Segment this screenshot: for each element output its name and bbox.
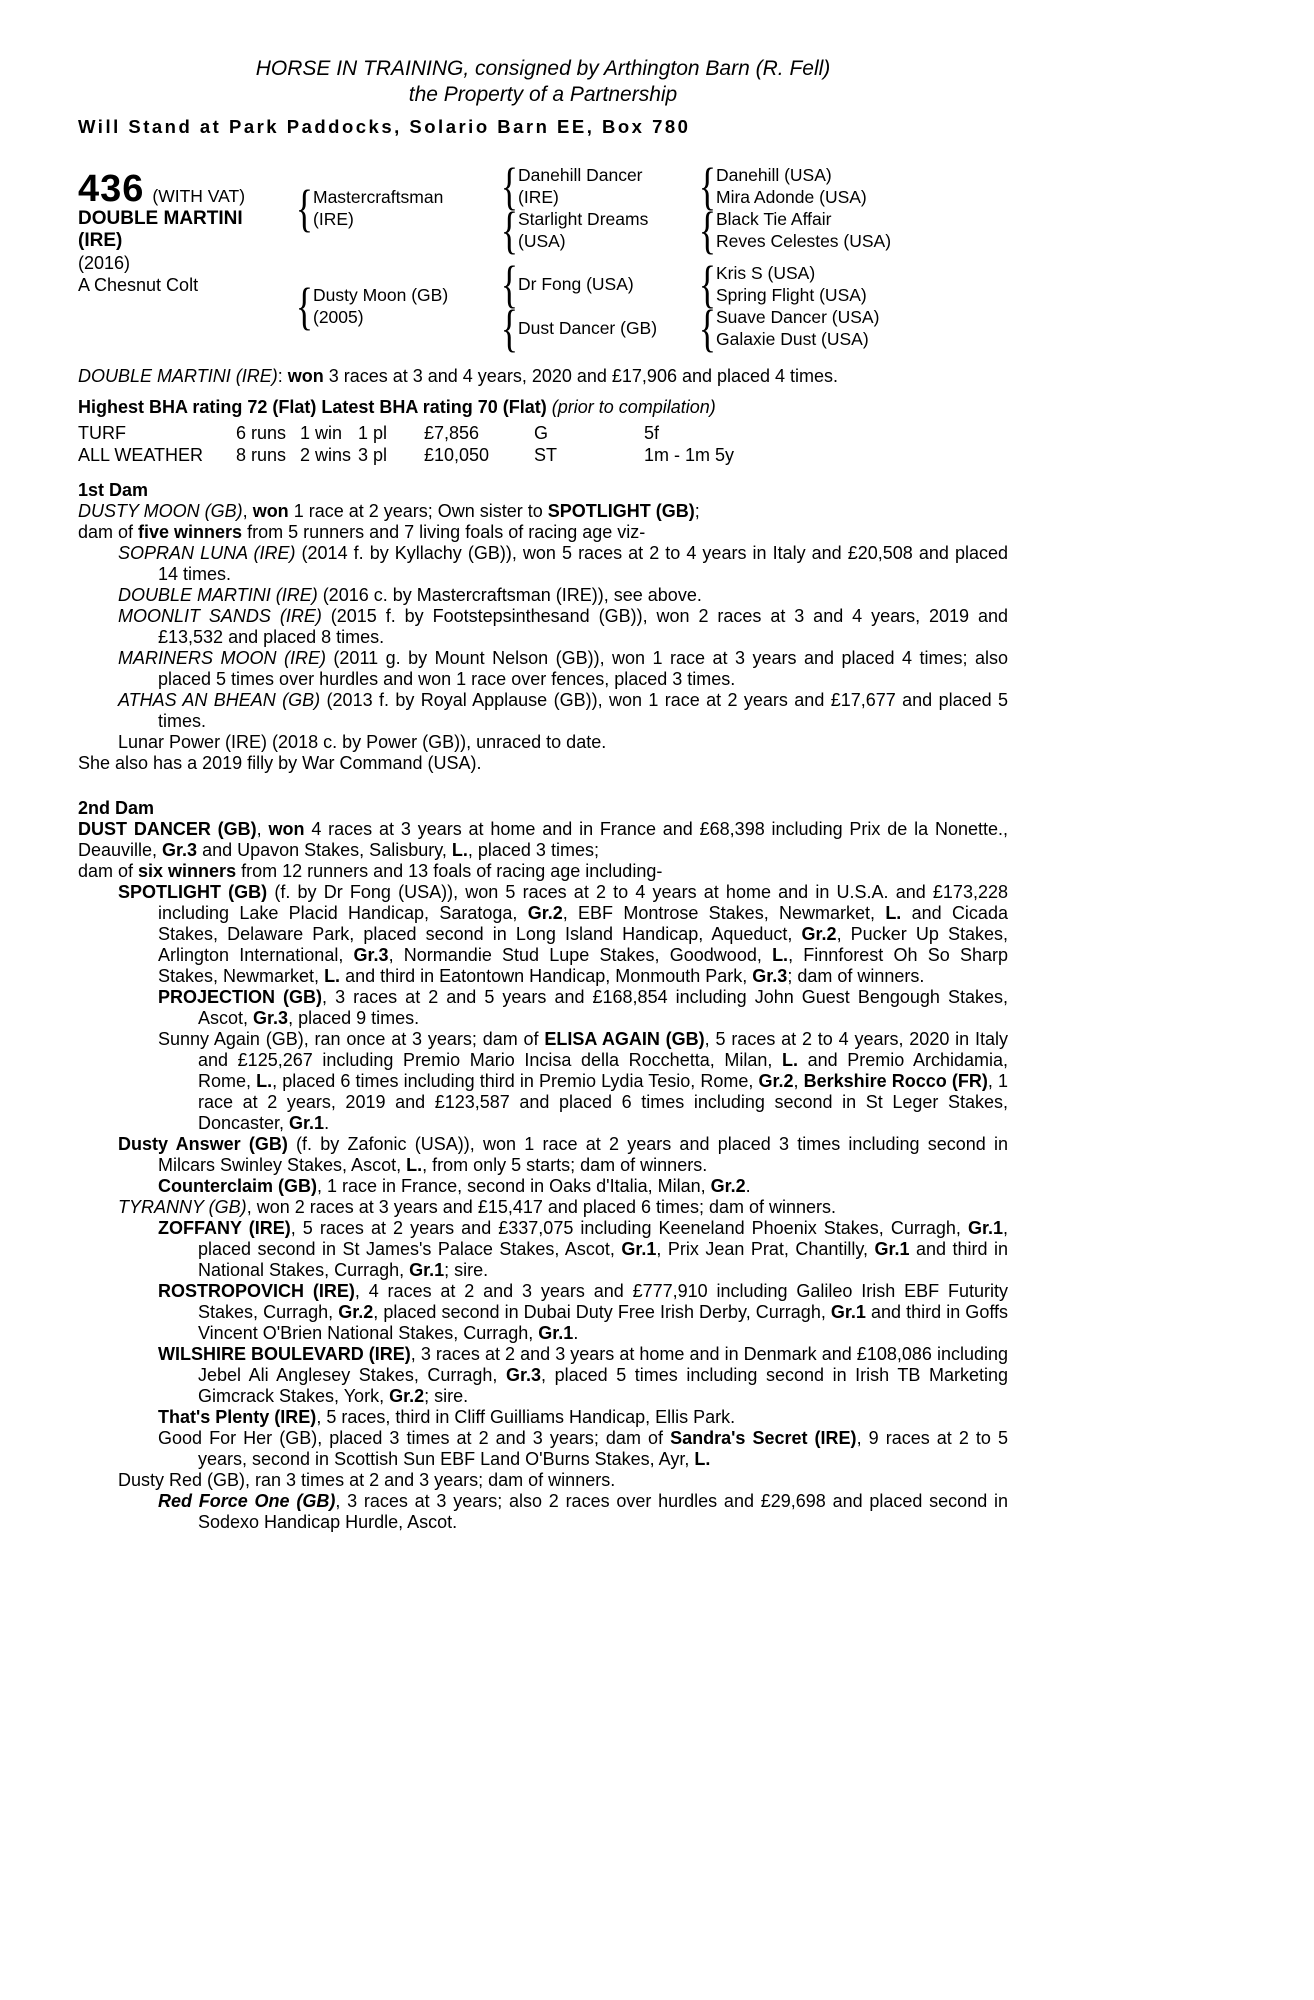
pedigree-brace-icon: { [500, 298, 519, 358]
grandparent-name-line: (IRE) [518, 187, 559, 207]
text-run: (f. by Dr Fong (USA)), won 5 races at 2 to 4 years at home and in U.S.A. and £173,228 including Lake Placid Handicap, Saratoga, [158, 882, 1008, 923]
text-run: , [242, 501, 253, 521]
text-run: , 5 races, third in Cliff Guilliams Handicap, Ellis Park. [316, 1407, 736, 1427]
first-dam-heading: 1st Dam [78, 480, 149, 500]
dam-dam-parents [716, 306, 879, 350]
stats-places: 1 pl [358, 423, 388, 443]
text-run: won [268, 819, 305, 839]
second-dam-section [78, 819, 1008, 1533]
sire-dam-name [518, 208, 696, 252]
stats-wins: 2 wins [300, 445, 352, 465]
text-run: six winners [138, 861, 237, 881]
catalogue-entry [78, 1344, 1008, 1407]
text-run: Gr.2 [338, 1302, 374, 1322]
catalogue-entry [78, 606, 1008, 648]
text-run: Dusty Red (GB), ran 3 times at 2 and 3 years; dam of winners. [118, 1470, 616, 1490]
dam-sire-quarter [498, 254, 1008, 314]
text-run: Berkshire Rocco (FR) [803, 1071, 988, 1091]
pedigree-brace-icon: { [698, 298, 717, 358]
text-run: , [256, 819, 269, 839]
sire-sire-name [518, 164, 696, 208]
catalogue-entry [78, 543, 1008, 585]
text-run: DUSTY MOON (GB) [78, 501, 243, 521]
text-run: Gr.3 [353, 945, 389, 965]
text-run: Sandra's Secret (IRE) [670, 1428, 857, 1448]
pedigree-brace-icon: { [295, 276, 314, 336]
text-run: Lunar Power (IRE) (2018 c. by Power (GB)), unraced to date. [118, 732, 607, 752]
sire-name-line2: (IRE) [313, 209, 354, 229]
grandparent-name-line: Dust Dancer (GB) [518, 318, 658, 338]
text-run: ; dam of winners. [787, 966, 925, 986]
text-run: 1 race at 2 years; Own sister to [288, 501, 548, 521]
text-run: Red Force One (GB) [158, 1491, 336, 1511]
stats-runs: 6 runs [236, 423, 287, 443]
text-run: , 1 race at 2 years, 2019 and £123,587 and placed 6 times including second in St Leger Stakes, Doncaster, [198, 1071, 1008, 1133]
text-run: ; sire. [424, 1386, 469, 1406]
text-run: L. [772, 945, 789, 965]
text-run: and third in Goffs Vincent O'Brien National Stakes, Curragh, [198, 1302, 1008, 1343]
dam-sire-name [518, 273, 696, 295]
text-run: (2016 c. by Mastercraftsman (IRE)), see above. [317, 585, 702, 605]
horse-country-suffix: (IRE) [78, 230, 123, 251]
grandparent-name-line: Starlight Dreams [518, 209, 649, 229]
text-run: Gr.1 [967, 1218, 1003, 1238]
great-grandparent-name: Spring Flight (USA) [716, 285, 867, 305]
pedigree-brace-icon: { [295, 178, 314, 238]
text-run: TYRANNY (GB) [118, 1197, 247, 1217]
text-run: , placed 3 times; [467, 840, 599, 860]
text-run: (prior to compilation) [551, 397, 716, 417]
catalogue-entry [78, 1428, 1008, 1470]
text-run: , placed second in St James's Palace Stakes, Ascot, [198, 1218, 1008, 1259]
text-run: She also has a 2019 filly by War Command (USA). [78, 753, 482, 773]
text-run: . [573, 1323, 579, 1343]
dam-dam-quarter [498, 298, 1008, 358]
lot-number: 436 [78, 168, 145, 210]
stats-distances: 5f [644, 423, 660, 443]
text-run: Gr.2 [710, 1176, 746, 1196]
great-grandparent-name: Kris S (USA) [716, 263, 816, 283]
consignment-title: HORSE IN TRAINING, consigned by Arthington Barn (R. Fell) [255, 57, 831, 80]
text-run: SPOTLIGHT (GB) [118, 882, 268, 902]
text-run: , 5 races at 2 years and £337,075 including Keeneland Phoenix Stakes, Curragh, [290, 1218, 968, 1238]
great-grandparent-name: Reves Celestes (USA) [716, 231, 892, 251]
text-run: , 3 races at 3 years; also 2 races over hurdles and £29,698 and placed second in Sodexo Handicap Hurdle, Ascot. [198, 1491, 1008, 1532]
catalogue-entry [78, 1491, 1008, 1533]
dam-sire-parents [716, 262, 867, 306]
dam-grandparents [498, 254, 1008, 358]
text-run: Sunny Again (GB), ran once at 3 years; dam of [158, 1029, 545, 1049]
grandparent-name-line: Danehill Dancer [518, 165, 643, 185]
foaling-year: (2016) [78, 253, 131, 273]
text-run: L. [256, 1071, 273, 1091]
text-run: , 5 races at 2 to 4 years, 2020 in Italy and £125,267 including Premio Mario Incisa della Rocchetta, Milan, [198, 1029, 1008, 1070]
text-run: five winners [138, 522, 243, 542]
catalogue-entry [78, 1281, 1008, 1344]
text-run: Gr.2 [527, 903, 563, 923]
sire-grandparents [498, 156, 1008, 260]
text-run: won [252, 501, 289, 521]
dam-cell [293, 276, 498, 336]
text-run: and Upavon Stakes, Salisbury, [197, 840, 452, 860]
catalogue-entry [78, 819, 1008, 861]
catalogue-entry [78, 1218, 1008, 1281]
text-run: , 1 race in France, second in Oaks d'Italia, Milan, [317, 1176, 711, 1196]
grandparent-name-line: (USA) [518, 231, 566, 251]
text-run: and Premio Archidamia, Rome, [198, 1050, 1008, 1091]
text-run: , EBF Montrose Stakes, Newmarket, [562, 903, 886, 923]
dam-half [293, 254, 1008, 358]
text-run: won [287, 366, 324, 386]
stats-earnings: £7,856 [424, 423, 480, 443]
pedigree-brace-icon: { [698, 200, 717, 260]
text-run: , won 2 races at 3 years and £15,417 and placed 6 times; dam of winners. [246, 1197, 837, 1217]
stats-row-all-weather [78, 444, 1008, 466]
sire-cell [293, 178, 498, 238]
text-run: , 9 races at 2 to 5 years, second in Scottish Sun EBF Land O'Burns Stakes, Ayr, [198, 1428, 1009, 1469]
dam-name-line2: (2005) [313, 307, 364, 327]
text-run: DUST DANCER (GB) [78, 819, 257, 839]
catalogue-entry [78, 648, 1008, 690]
catalogue-entry [78, 882, 1008, 987]
text-run: (f. by Zafonic (USA)), won 1 race at 2 years and placed 3 times including second in Milcars Swinley Stakes, Ascot, [158, 1134, 1008, 1175]
stats-going: ST [534, 445, 558, 465]
stand-location: Will Stand at Park Paddocks, Solario Barn EE, Box 780 [78, 116, 691, 137]
text-run: ROSTROPOVICH (IRE) [158, 1281, 355, 1301]
text-run: DOUBLE MARTINI (IRE) [118, 585, 318, 605]
text-run: DOUBLE MARTINI (IRE) [78, 366, 278, 386]
text-run: Gr.3 [253, 1008, 289, 1028]
text-run: , 4 races at 2 and 3 years and £777,910 including Galileo Irish EBF Futurity Stakes, Curragh, [198, 1281, 1008, 1322]
catalogue-entry [78, 732, 1008, 753]
text-run: and Cicada Stakes, Delaware Park, placed second in Long Island Handicap, Aqueduct, [158, 903, 1008, 944]
sire-sire-parents [716, 164, 867, 208]
text-run: 3 races at 3 and 4 years, 2020 and £17,906 and placed 4 times. [323, 366, 839, 386]
pedigree-brace-icon: { [500, 156, 519, 216]
text-run: dam of [78, 522, 139, 542]
horse-description: A Chesnut Colt [78, 275, 199, 295]
text-run: from 5 runners and 7 living foals of racing age viz- [242, 522, 646, 542]
text-run: Counterclaim (GB) [158, 1176, 318, 1196]
text-run: L. [451, 840, 468, 860]
text-run: Gr.1 [874, 1239, 910, 1259]
text-run: L. [885, 903, 902, 923]
text-run: , Finnforest Oh So Sharp Stakes, Newmarket, [158, 945, 1008, 986]
catalogue-entry [78, 861, 1008, 882]
catalogue-entry [78, 1134, 1008, 1176]
text-run: (2014 f. by Kyllachy (GB)), won 5 races at 2 to 4 years in Italy and £20,508 and placed 14 times. [158, 543, 1009, 584]
text-run: , Prix Jean Prat, Chantilly, [656, 1239, 875, 1259]
sire-name [313, 186, 443, 230]
text-run: SPOTLIGHT (GB) [547, 501, 695, 521]
text-run: and third in National Stakes, Curragh, [198, 1239, 1008, 1280]
vat-note: (WITH VAT) [152, 186, 246, 206]
great-grandparent-name: Mira Adonde (USA) [716, 187, 867, 207]
stats-earnings: £10,050 [424, 445, 490, 465]
bha-rating-line [78, 397, 1008, 418]
text-run: (2013 f. by Royal Applause (GB)), won 1 race at 2 years and £17,677 and placed 5 times. [158, 690, 1008, 731]
text-run: , Pucker Up Stakes, Arlington International, [158, 924, 1008, 965]
property-line: the Property of a Partnership [408, 83, 678, 106]
text-run: Good For Her (GB), placed 3 times at 2 and 3 years; dam of [158, 1428, 671, 1448]
text-run: , placed 9 times. [288, 1008, 420, 1028]
text-run: , from only 5 starts; dam of winners. [422, 1155, 708, 1175]
text-run: ELISA AGAIN (GB) [544, 1029, 705, 1049]
catalogue-entry [78, 522, 1008, 543]
stats-row-turf [78, 422, 1008, 444]
stats-distances: 1m - 1m 5y [644, 445, 735, 465]
dam-name [313, 284, 448, 328]
catalogue-entry [78, 987, 1008, 1029]
text-run: dam of [78, 861, 139, 881]
text-run: : [277, 366, 288, 386]
catalogue-entry [78, 501, 1008, 522]
text-run: Gr.1 [538, 1323, 574, 1343]
sire-dam-parents [716, 208, 891, 252]
text-run: L. [694, 1449, 711, 1469]
dam-dam-name [518, 317, 696, 339]
text-run: ZOFFANY (IRE) [158, 1218, 291, 1238]
text-run: Gr.2 [801, 924, 837, 944]
race-record-line [78, 366, 1008, 387]
catalogue-entry [78, 1029, 1008, 1134]
text-run: Gr.1 [621, 1239, 657, 1259]
catalogue-entry [78, 585, 1008, 606]
race-stats-table [78, 422, 1008, 466]
great-grandparent-name: Galaxie Dust (USA) [716, 329, 869, 349]
consignor-header [78, 56, 1008, 140]
pedigree-brace-icon: { [698, 254, 717, 314]
stats-runs: 8 runs [236, 445, 287, 465]
sire-dam-quarter [498, 200, 1008, 260]
text-run: , placed second in Dubai Duty Free Irish Derby, Curragh, [373, 1302, 831, 1322]
pedigree-brace-icon: { [698, 156, 717, 216]
text-run: L. [324, 966, 341, 986]
text-run: PROJECTION (GB) [158, 987, 323, 1007]
text-run: Gr.1 [409, 1260, 445, 1280]
text-run: Dusty Answer (GB) [118, 1134, 288, 1154]
catalogue-entry [78, 1176, 1008, 1197]
text-run: Gr.3 [752, 966, 788, 986]
text-run: , 3 races at 2 and 3 years at home and in Denmark and £108,086 including Jebel Ali Anglesey Stakes, Curragh, [198, 1344, 1008, 1385]
stats-surface: ALL WEATHER [78, 445, 204, 465]
stats-wins: 1 win [300, 423, 343, 443]
stats-going: G [534, 423, 549, 443]
catalogue-entry [78, 1197, 1008, 1218]
text-run: Gr.2 [389, 1386, 425, 1406]
first-dam-section [78, 501, 1008, 774]
text-run: Gr.1 [289, 1113, 325, 1133]
text-run: ATHAS AN BHEAN (GB) [118, 690, 321, 710]
dam-name-line1: Dusty Moon (GB) [313, 285, 449, 305]
text-run: 4 races at 3 years at home and in France and £68,398 including Prix de la Nonette., Deauville, [78, 819, 1008, 860]
text-run: Gr.3 [162, 840, 198, 860]
horse-name: DOUBLE MARTINI [78, 208, 243, 229]
lot-number-line [78, 164, 293, 208]
text-run: MOONLIT SANDS (IRE) [118, 606, 322, 626]
lot-header-block [78, 156, 1008, 358]
catalogue-entry [78, 753, 1008, 774]
text-run: WILSHIRE BOULEVARD (IRE) [158, 1344, 411, 1364]
text-run: MARINERS MOON (IRE) [118, 648, 326, 668]
text-run: , placed 5 times including second in Irish TB Marketing Gimcrack Stakes, York, [198, 1365, 1008, 1406]
sire-sire-quarter [498, 156, 1008, 216]
text-run: That's Plenty (IRE) [158, 1407, 317, 1427]
pedigree-table [293, 156, 1008, 358]
pedigree-brace-icon: { [500, 200, 519, 260]
catalogue-entry [78, 1407, 1008, 1428]
text-run: Highest BHA rating 72 (Flat) Latest BHA rating 70 (Flat) [78, 397, 552, 417]
text-run: . [324, 1113, 330, 1133]
great-grandparent-name: Suave Dancer (USA) [716, 307, 880, 327]
great-grandparent-name: Black Tie Affair [716, 209, 832, 229]
text-run: , 3 races at 2 and 5 years and £168,854 including John Guest Bengough Stakes, Ascot, [198, 987, 1008, 1028]
text-run: (2011 g. by Mount Nelson (GB)), won 1 race at 3 years and placed 4 times; also placed 5 times over hurdles and won 1 race over fences, placed 3 times. [158, 648, 1008, 689]
grandparent-name-line: Dr Fong (USA) [518, 274, 634, 294]
text-run: . [745, 1176, 751, 1196]
sire-half [293, 156, 1008, 260]
stats-places: 3 pl [358, 445, 388, 465]
text-run: and third in Eatontown Handicap, Monmouth Park, [340, 966, 753, 986]
catalogue-entry [78, 1470, 1008, 1491]
text-run: , [793, 1071, 804, 1091]
text-run: SOPRAN LUNA (IRE) [118, 543, 296, 563]
great-grandparent-name: Danehill (USA) [716, 165, 832, 185]
catalogue-entry [78, 690, 1008, 732]
lot-info [78, 164, 293, 350]
text-run: from 12 runners and 13 foals of racing age including- [236, 861, 663, 881]
second-dam-heading: 2nd Dam [78, 798, 155, 818]
text-run: ; sire. [444, 1260, 489, 1280]
text-run: Gr.3 [506, 1365, 542, 1385]
text-run: , Normandie Stud Lupe Stakes, Goodwood, [388, 945, 773, 965]
sire-name-line1: Mastercraftsman [313, 187, 444, 207]
pedigree-brace-icon: { [500, 254, 519, 314]
text-run: L. [782, 1050, 798, 1070]
text-run: , placed 6 times including third in Premio Lydia Tesio, Rome, [272, 1071, 759, 1091]
stats-surface: TURF [78, 423, 126, 443]
text-run: (2015 f. by Footstepsinthesand (GB)), won 2 races at 3 and 4 years, 2019 and £13,532 and placed 8 times. [158, 606, 1008, 647]
text-run: L. [406, 1155, 423, 1175]
text-run: Gr.2 [758, 1071, 794, 1091]
text-run: Gr.1 [830, 1302, 866, 1322]
text-run: ; [694, 501, 700, 521]
